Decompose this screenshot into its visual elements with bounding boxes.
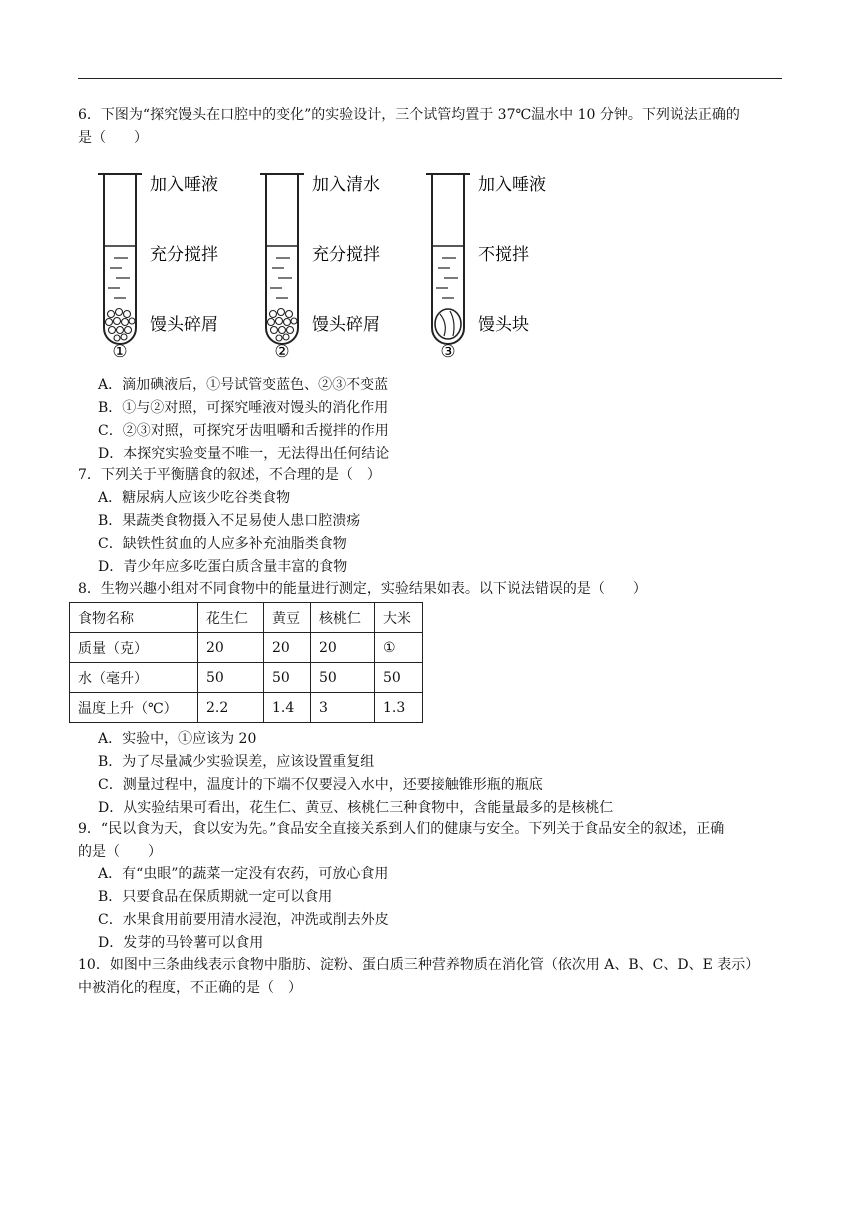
tube-3-label-3: 馒头块 (478, 315, 529, 335)
question-7-option-c: C．缺铁性贫血的人应多补充油脂类食物 (98, 536, 347, 552)
table-cell: 50 (264, 663, 311, 693)
tube-1-label-3: 馒头碎屑 (150, 315, 218, 335)
bread-crumbs-icon (268, 309, 298, 342)
table-cell: 花生仁 (198, 603, 264, 633)
tube-3-label-2: 不搅拌 (478, 245, 529, 265)
bread-block-icon (435, 309, 461, 339)
tube-2-label-3: 馒头碎屑 (312, 315, 380, 335)
tube-1-number: ① (112, 342, 128, 362)
tube-2-number: ② (274, 342, 290, 362)
question-7-option-d: D．青少年应多吃蛋白质含量丰富的食物 (98, 559, 348, 575)
question-9-stem (78, 818, 788, 864)
question-10-stem (78, 954, 788, 1000)
question-6-stem-line-2: 是（ ） (78, 130, 148, 146)
question-10-stem-line-2: 中被消化的程度，不正确的是（ ） (78, 980, 302, 996)
table-row (70, 693, 423, 723)
bread-crumbs-icon (106, 309, 136, 342)
table-row (70, 663, 423, 693)
question-9-option-b: B．只要食品在保质期就一定可以食用 (98, 889, 333, 905)
table-cell: 50 (311, 663, 375, 693)
table-cell: 2.2 (198, 693, 264, 723)
table-cell: 黄豆 (264, 603, 311, 633)
question-6-option-c: C．②③对照，可探究牙齿咀嚼和舌搅拌的作用 (98, 423, 389, 439)
question-6-stem-line-1: 6．下图为“探究馒头在口腔中的变化”的实验设计，三个试管均置于 37℃温水中 10 分钟。下列说法正确的 (78, 107, 740, 123)
question-9-option-d: D．发芽的马铃薯可以食用 (98, 935, 264, 951)
question-6-option-b: B．①与②对照，可探究唾液对馒头的消化作用 (98, 400, 389, 416)
tube-2-label-1: 加入清水 (312, 175, 380, 195)
test-tube-2 (260, 174, 380, 362)
table-cell: 20 (264, 633, 311, 663)
tube-3-number: ③ (440, 342, 456, 362)
table-cell: 50 (375, 663, 423, 693)
tube-1-label-2: 充分搅拌 (150, 245, 218, 265)
table-cell: 20 (198, 633, 264, 663)
header-rule (78, 78, 782, 79)
question-9-stem-line-1: 9．“民以食为天，食以安为先。”食品安全直接关系到人们的健康与安全。下列关于食品安全的叙述，正确 (78, 821, 725, 837)
question-6-stem (78, 104, 788, 150)
question-6-option-d: D．本探究实验变量不唯一，无法得出任何结论 (98, 446, 390, 462)
question-8-option-b: B．为了尽量减少实验误差，应该设置重复组 (98, 754, 375, 770)
table-cell: 质量（克） (70, 633, 198, 663)
question-8-option-c: C．测量过程中，温度计的下端不仅要浸入水中，还要接触锥形瓶的瓶底 (98, 777, 543, 793)
question-9-option-c: C．水果食用前要用清水浸泡，冲洗或削去外皮 (98, 912, 389, 928)
table-cell: 食物名称 (70, 603, 198, 633)
question-8-stem: 8．生物兴趣小组对不同食物中的能量进行测定，实验结果如表。以下说法错误的是（ ） (78, 581, 647, 597)
question-9-option-a: A．有“虫眼”的蔬菜一定没有农药，可放心食用 (98, 866, 389, 882)
question-8-option-a: A．实验中，①应该为 20 (98, 731, 257, 747)
table-cell: 3 (311, 693, 375, 723)
question-7-option-b: B．果蔬类食物摄入不足易使人患口腔溃疡 (98, 513, 361, 529)
question-6-option-a: A．滴加碘液后，①号试管变蓝色、②③不变蓝 (98, 377, 389, 393)
question-10-stem-line-1: 10．如图中三条曲线表示食物中脂肪、淀粉、蛋白质三种营养物质在消化管（依次用 A、B、C、D、E 表示） (78, 957, 760, 973)
table-cell: 1.4 (264, 693, 311, 723)
question-8-option-d: D．从实验结果可看出，花生仁、黄豆、核桃仁三种食物中，含能量最多的是核桃仁 (98, 800, 614, 816)
table-row (70, 633, 423, 663)
test-tube-figure (92, 164, 592, 364)
question-9-stem-line-2: 的是（ ） (78, 844, 162, 860)
test-tube-3 (426, 174, 546, 362)
question-7-stem: 7．下列关于平衡膳食的叙述，不合理的是（ ） (78, 467, 381, 483)
table-cell: ① (375, 633, 423, 663)
table-cell: 50 (198, 663, 264, 693)
test-tube-1 (98, 174, 218, 362)
table-cell: 1.3 (375, 693, 423, 723)
tube-3-label-1: 加入唾液 (478, 175, 546, 195)
tube-1-label-1: 加入唾液 (150, 175, 218, 195)
table-cell: 大米 (375, 603, 423, 633)
table-cell: 核桃仁 (311, 603, 375, 633)
table-header-row (70, 603, 423, 633)
tube-2-label-2: 充分搅拌 (312, 245, 380, 265)
table-cell: 水（毫升） (70, 663, 198, 693)
energy-table (69, 602, 423, 723)
question-7-option-a: A．糖尿病人应该少吃谷类食物 (98, 490, 291, 506)
table-cell: 温度上升（℃） (70, 693, 198, 723)
table-cell: 20 (311, 633, 375, 663)
